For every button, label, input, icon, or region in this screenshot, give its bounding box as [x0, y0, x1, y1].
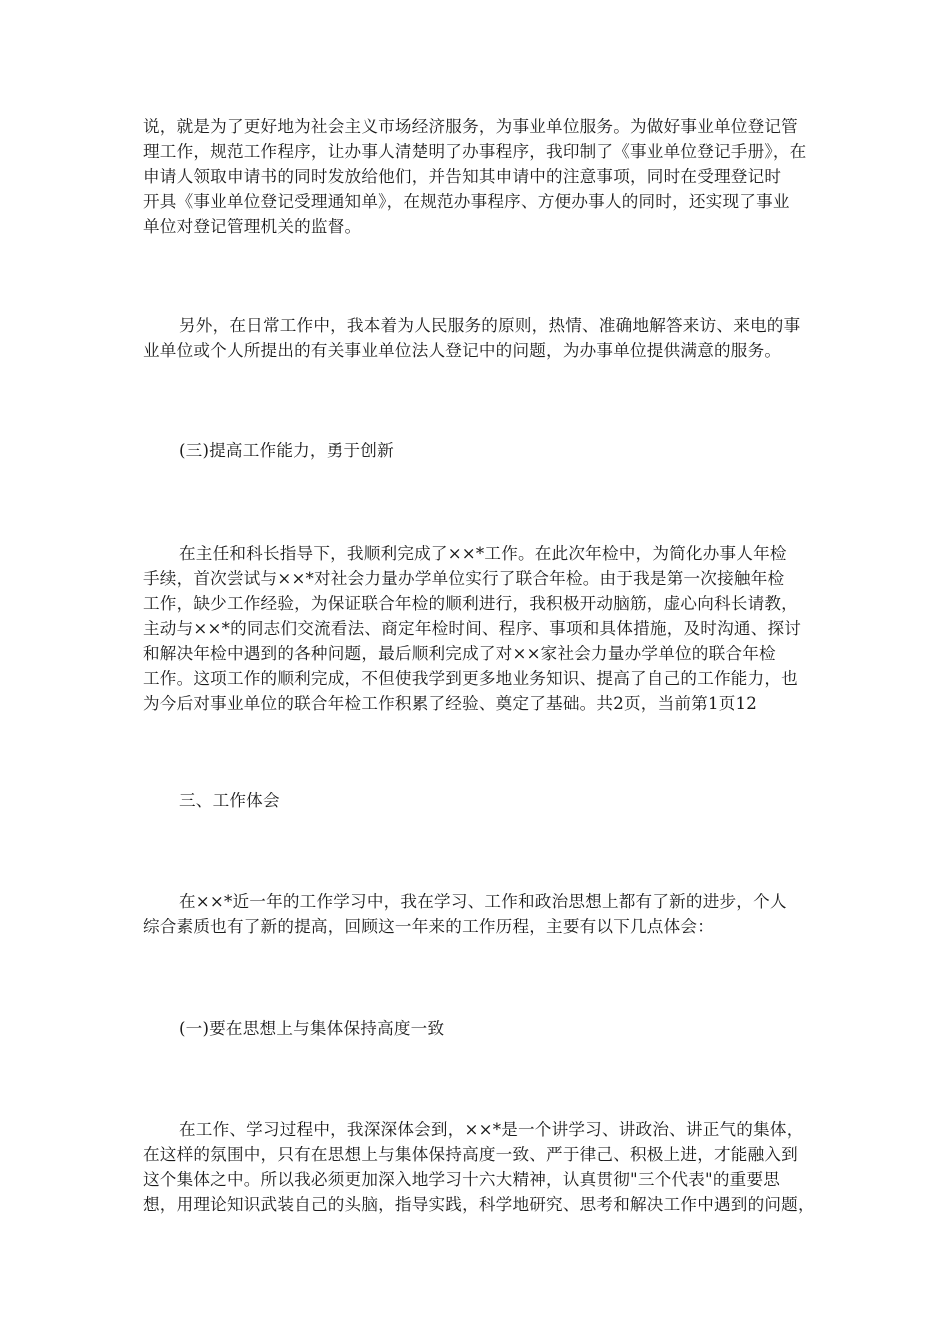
paragraph-registration-service — [143, 114, 809, 239]
text-line: 申请人领取申请书的同时发放给他们，并告知其申请中的注意事项，同时在受理登记时 — [143, 167, 782, 186]
section-heading-improve-ability — [143, 438, 809, 463]
heading-text: (一)要在思想上与集体保持高度一致 — [179, 1019, 445, 1038]
text-line: 在主任和科长指导下，我顺利完成了××*工作。在此次年检中，为简化办事人年检 — [179, 544, 787, 563]
paragraph-annual-inspection — [143, 541, 809, 716]
heading-text: 三、工作体会 — [179, 791, 280, 810]
text-line: 工作。这项工作的顺利完成，不但使我学到更多地业务知识、提高了自己的工作能力，也 — [143, 669, 798, 688]
text-line: 理工作，规范工作程序，让办事人清楚明了办事程序，我印制了《事业单位登记手册》，在 — [143, 142, 807, 161]
paragraph-daily-work — [143, 313, 809, 363]
text-line: 业单位或个人所提出的有关事业单位法人登记中的问题，为办事单位提供满意的服务。 — [143, 341, 782, 360]
text-line: 单位对登记管理机关的监督。 — [143, 217, 362, 236]
text-line: 开具《事业单位登记受理通知单》，在规范办事程序、方便办事人的同时，还实现了事业 — [143, 192, 790, 211]
text-line: 工作，缺少工作经验，为保证联合年检的顺利进行，我积极开动脑筋，虚心向科长请教， — [143, 594, 798, 613]
paragraph-year-review — [143, 889, 809, 939]
text-line: 说，就是为了更好地为社会主义市场经济服务，为事业单位服务。为做好事业单位登记管 — [143, 117, 798, 136]
text-line: 在工作、学习过程中，我深深体会到，××*是一个讲学习、讲政治、讲正气的集体， — [179, 1120, 804, 1139]
text-line: 和解决年检中遇到的各种问题，最后顺利完成了对××家社会力量办学单位的联合年检 — [143, 644, 776, 663]
text-line: 另外，在日常工作中，我本着为人民服务的原则，热情、准确地解答来访、来电的事 — [179, 316, 801, 335]
text-line: 这个集体之中。所以我必须更加深入地学习十六大精神，认真贯彻"三个代表"的重要思 — [143, 1170, 781, 1189]
text-line: 为今后对事业单位的联合年检工作积累了经验、奠定了基础。共2页，当前第1页12 — [143, 694, 758, 713]
paragraph-collective-spirit — [143, 1117, 815, 1217]
text-line: 在这样的氛围中，只有在思想上与集体保持高度一致、严于律己、积极上进，才能融入到 — [143, 1145, 798, 1164]
section-heading-work-experience — [143, 788, 809, 813]
heading-text: (三)提高工作能力，勇于创新 — [179, 441, 394, 460]
text-line: 主动与××*的同志们交流看法、商定年检时间、程序、事项和具体措施，及时沟通、探讨 — [143, 619, 802, 638]
text-line: 综合素质也有了新的提高，回顾这一年来的工作历程，主要有以下几点体会： — [143, 917, 714, 936]
text-line: 在××*近一年的工作学习中，我在学习、工作和政治思想上都有了新的进步，个人 — [179, 892, 787, 911]
text-line: 想，用理论知识武装自己的头脑，指导实践，科学地研究、思考和解决工作中遇到的问题， — [143, 1195, 815, 1214]
text-line: 手续，首次尝试与××*对社会力量办学单位实行了联合年检。由于我是第一次接触年检 — [143, 569, 785, 588]
section-heading-ideological-unity — [143, 1016, 809, 1041]
